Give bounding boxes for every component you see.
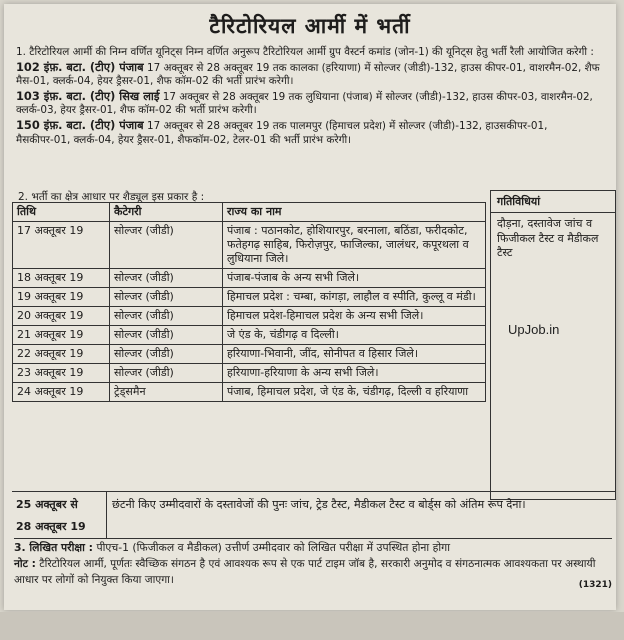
table-row	[13, 288, 486, 307]
table-row	[13, 307, 486, 326]
final-row-text: छंटनी किए उम्मीदवारों के दस्तावेजों की पुनः जांच, ट्रेड टैस्ट, मैडीकल टैस्ट व बोर्ड्स को अंतिम रूप देना।	[112, 498, 526, 511]
table-row	[13, 383, 486, 402]
row-category: सोल्जर (जीडी)	[110, 364, 223, 383]
row-category: सोल्जर (जीडी)	[110, 326, 223, 345]
header-state: राज्य का नाम	[223, 203, 486, 222]
row-date: 23 अक्तूबर 19	[13, 364, 110, 383]
row-category: सोल्जर (जीडी)	[110, 288, 223, 307]
unit-entry	[16, 90, 604, 118]
unit-details: 17 अक्तूबर से 28 अक्तूबर 19 तक कालका (हरियाणा) में सोल्जर (जीडी)-132, हाउस कीपर-01, वाशरमैन-02, शैफ मैस-01, क्लर्क-04, हेयर ड्रैसर-01, शैफ कॉम-02 की भर्ती प्रारंभ करेगी।	[16, 61, 600, 88]
written-exam-label: 3. लिखित परीक्षा :	[14, 541, 93, 554]
table-row	[13, 269, 486, 288]
background-strip	[0, 612, 624, 640]
schedule-table	[12, 202, 486, 402]
final-row-dates	[16, 494, 96, 538]
unit-entry	[16, 61, 604, 89]
unit-entry	[16, 119, 604, 147]
table-row	[13, 345, 486, 364]
unit-name: 102 इंफ़. बटा. (टीए) पंजाब	[16, 59, 144, 74]
row-category: सोल्जर (जीडी)	[110, 222, 223, 269]
note-block	[14, 556, 612, 588]
note-text: टैरिटोरियल आर्मी, पूर्णतः स्वैच्छिक संगठन है एवं आवश्यक रूप से एक पार्ट टाइम जॉब है, सरकारी अनुमोद व संगठनात्मक आवश्यकता पर अस्थायी आधार पर लोगों को नियुक्त किया जाएगा।	[14, 558, 596, 586]
row-category: सोल्जर (जीडी)	[110, 269, 223, 288]
row-state: हरियाणा-हरियाणा के अन्य सभी जिले।	[223, 364, 486, 383]
table-row	[13, 326, 486, 345]
unit-name: 103 इंफ़. बटा. (टीए) सिख लाई	[16, 88, 160, 103]
unit-name: 150 इंफ़. बटा. (टीए) पंजाब	[16, 117, 144, 132]
row-state: पंजाब, हिमाचल प्रदेश, जे एंड के, चंडीगढ़, दिल्ली व हरियाणा	[223, 383, 486, 402]
column-divider	[106, 492, 107, 538]
row-category: ट्रेड्समैन	[110, 383, 223, 402]
note-label: नोट :	[14, 558, 36, 570]
unit-details: 17 अक्तूबर से 28 अक्तूबर 19 तक लुधियाना (पंजाब) में सोल्जर (जीडी)-132, हाउस कीपर-03, वाशरमैन-02, क्लर्क-03, हेयर ड्रैसर-01, शैफ कॉम-02 की भर्ती प्रारंभ करेगी।	[16, 90, 593, 117]
watermark: UpJob.in	[508, 322, 560, 337]
final-row-date-from: 25 अक्तूबर से	[16, 498, 78, 511]
header-date: तिथि	[13, 203, 110, 222]
table-row	[13, 222, 486, 269]
intro-text: 1. टैरिटोरियल आर्मी की निम्न वर्णित यूनिट्स निम्न वर्णित अनुरूप टैरिटोरियल आर्मी ग्रुप वैस्टर्न कमांड (जोन-1) की यूनिट्स हेतु भर्ती रैली आयोजित करेगी :	[16, 46, 594, 58]
notice-title: टैरिटोरियल आर्मी में भर्ती	[209, 14, 411, 38]
row-state: पंजाब : पठानकोट, होशियारपुर, बरनाला, बठिंडा, फरीदकोट, फतेहगढ़ साहिब, फिरोज़पुर, फाजिल्का, जालंधर, कपूरथला व लुधियाना जिले।	[223, 222, 486, 269]
activities-column	[490, 190, 616, 500]
schedule-heading: 2. भर्ती का क्षेत्र आधार पर शैड्यूल इस प्रकार है :	[18, 191, 205, 203]
unit-details: 17 अक्तूबर से 28 अक्तूबर 19 तक पालमपुर (हिमाचल प्रदेश) में सोल्जर (जीडी)-132, हाउसकीपर-01, मैसकीपर-01, क्लर्क-04, हेयर ड्रैसर-01, शैफकॉम-02, टेलर-01 की भर्ती प्रारंभ करेगी।	[16, 119, 548, 146]
final-schedule-row	[12, 491, 616, 538]
activities-text: दौड़ना, दस्तावेज जांच व फिजीकल टैस्ट व मैडीकल टैस्ट	[497, 217, 599, 259]
row-date: 19 अक्तूबर 19	[13, 288, 110, 307]
intro-block	[16, 46, 604, 147]
header-category: कैटेगरी	[110, 203, 223, 222]
row-state: पंजाब-पंजाब के अन्य सभी जिले।	[223, 269, 486, 288]
row-category: सोल्जर (जीडी)	[110, 307, 223, 326]
row-state: हिमाचल प्रदेश : चम्बा, कांगड़ा, लाहौल व स्पीति, कुल्लू व मंडी।	[223, 288, 486, 307]
final-row-date-to: 28 अक्तूबर 19	[16, 520, 86, 533]
row-date: 17 अक्तूबर 19	[13, 222, 110, 269]
row-category: सोल्जर (जीडी)	[110, 345, 223, 364]
row-date: 18 अक्तूबर 19	[13, 269, 110, 288]
activities-heading: गतिविधियां	[491, 191, 615, 213]
row-state: हिमाचल प्रदेश-हिमाचल प्रदेश के अन्य सभी जिले।	[223, 307, 486, 326]
row-date: 21 अक्तूबर 19	[13, 326, 110, 345]
table-row	[13, 364, 486, 383]
row-state: हरियाणा-भिवानी, जींद, सोनीपत व हिसार जिले।	[223, 345, 486, 364]
row-date: 20 अक्तूबर 19	[13, 307, 110, 326]
table-header-row	[13, 203, 486, 222]
ad-code: (1321)	[578, 580, 612, 590]
row-state: जे एंड के, चंडीगढ़ व दिल्ली।	[223, 326, 486, 345]
written-exam-line	[14, 538, 612, 555]
row-date: 22 अक्तूबर 19	[13, 345, 110, 364]
row-date: 24 अक्तूबर 19	[13, 383, 110, 402]
recruitment-notice	[4, 4, 616, 610]
written-exam-text: पीएच-1 (फिजीकल व मैडीकल) उत्तीर्ण उम्मीदवार को लिखित परीक्षा में उपस्थित होना होगा	[96, 541, 451, 554]
